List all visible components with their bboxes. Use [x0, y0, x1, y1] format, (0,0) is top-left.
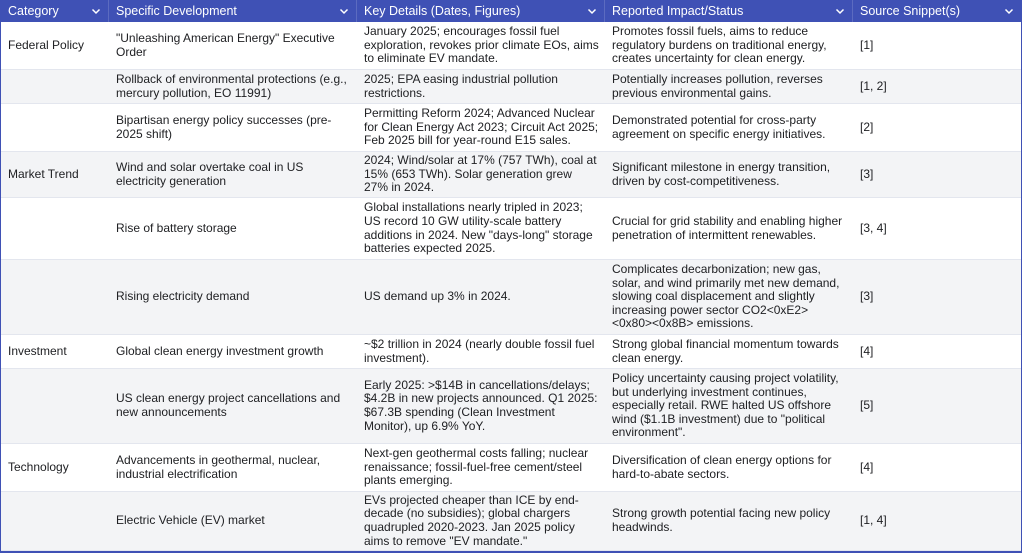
table-row[interactable] — [1, 492, 1021, 551]
category-cell: Investment — [8, 343, 67, 358]
category-cell — [1, 492, 109, 550]
details-cell: January 2025; encourages fossil fuel exploration, revokes prior climate EOs, aims to eliminate EV mandate. — [364, 24, 599, 66]
development-cell: Bipartisan energy policy successes (pre-2025 shift) — [116, 112, 332, 141]
column-header-category[interactable] — [1, 0, 109, 22]
details-cell: EVs projected cheaper than ICE by end-decade (no subsidies); global chargers quadrupled 2020-2023. Jan 2025 policy aims to remove "EV mandate." — [364, 492, 579, 548]
impact-cell: Policy uncertainty causing project volatility, but underlying investment continues, especially retail. RWE halted US offshore wind ($1.1B investment) due to "political environment". — [612, 371, 839, 440]
source-cell: [4] — [860, 343, 874, 358]
chevron-down-icon[interactable] — [90, 5, 102, 17]
development-cell: Rollback of environmental protections (e.g., mercury pollution, EO 11991) — [116, 71, 347, 100]
table-row[interactable] — [1, 444, 1021, 492]
impact-cell: Crucial for grid stability and enabling higher penetration of intermittent renewables. — [612, 213, 843, 242]
impact-cell: Complicates decarbonization; new gas, solar, and wind primarily met new demand, slowing coal displacement and slightly increasing power sector CO2<0xE2><0x80><0x8B> emissions. — [612, 262, 840, 331]
source-cell: [1] — [860, 37, 874, 52]
table-row[interactable] — [1, 70, 1021, 104]
details-cell: 2024; Wind/solar at 17% (757 TWh), coal at 15% (653 TWh). Solar generation grew 27% in 2024. — [364, 153, 597, 195]
table-row[interactable] — [1, 104, 1021, 152]
details-cell: ~$2 trillion in 2024 (nearly double fossil fuel investment). — [364, 336, 595, 365]
column-header-label: Reported Impact/Status — [612, 4, 744, 18]
development-cell: US clean energy project cancellations and new announcements — [116, 391, 341, 419]
category-cell — [1, 104, 109, 151]
table-row[interactable] — [1, 335, 1021, 369]
column-header-label: Source Snippet(s) — [860, 4, 961, 18]
column-header-impact[interactable] — [605, 0, 853, 22]
column-header-label: Key Details (Dates, Figures) — [364, 4, 521, 18]
development-cell: Rising electricity demand — [116, 289, 250, 304]
impact-cell: Demonstrated potential for cross-party agreement on specific energy initiatives. — [612, 112, 826, 141]
chevron-down-icon[interactable] — [586, 5, 598, 17]
impact-cell: Diversification of clean energy options for hard-to-abate sectors. — [612, 452, 832, 481]
details-cell: 2025; EPA easing industrial pollution restrictions. — [364, 71, 558, 100]
impact-cell: Strong global financial momentum towards clean energy. — [612, 336, 839, 365]
category-cell — [1, 70, 109, 103]
category-cell: Federal Policy — [8, 37, 85, 52]
table-row[interactable] — [1, 22, 1021, 70]
column-header-details[interactable] — [357, 0, 605, 22]
source-cell: [3] — [860, 166, 874, 181]
column-header-label: Category — [8, 4, 59, 18]
column-header-label: Specific Development — [116, 4, 237, 18]
chevron-down-icon[interactable] — [338, 5, 350, 17]
table-row[interactable] — [1, 198, 1021, 260]
impact-cell: Potentially increases pollution, reverses previous environmental gains. — [612, 71, 823, 100]
development-cell: Wind and solar overtake coal in US electricity generation — [116, 159, 304, 188]
column-header-source[interactable] — [853, 0, 1021, 22]
impact-cell: Strong growth potential facing new policy headwinds. — [612, 506, 831, 534]
development-cell: "Unleashing American Energy" Executive Order — [116, 30, 335, 59]
details-cell: Global installations nearly tripled in 2023; US record 10 GW utility-scale battery additions in 2024. New "days-long" storage batteries expected 2025. — [364, 200, 593, 256]
development-cell: Advancements in geothermal, nuclear, industrial electrification — [116, 452, 321, 481]
development-cell: Global clean energy investment growth — [116, 343, 324, 358]
category-cell: Market Trend — [8, 166, 79, 181]
category-cell — [1, 260, 109, 334]
development-cell: Electric Vehicle (EV) market — [116, 513, 265, 528]
grid-header — [1, 0, 1021, 22]
source-cell: [4] — [860, 459, 874, 474]
chevron-down-icon[interactable] — [1003, 5, 1015, 17]
category-cell — [1, 198, 109, 259]
table-row[interactable] — [1, 260, 1021, 335]
chevron-down-icon[interactable] — [834, 5, 846, 17]
table-row[interactable] — [1, 369, 1021, 444]
source-cell: [5] — [860, 398, 874, 413]
impact-cell: Significant milestone in energy transition, driven by cost-competitiveness. — [612, 159, 831, 188]
table-row[interactable] — [1, 152, 1021, 198]
details-cell: Early 2025: >$14B in cancellations/delays; $4.2B in new projects announced. Q1 2025: $67.3B spending (Clean Investment Monitor), up 6.9% YoY. — [364, 377, 598, 433]
impact-cell: Promotes fossil fuels, aims to reduce regulatory burdens on traditional energy, creates uncertainty for clean energy. — [612, 24, 827, 66]
source-cell: [3] — [860, 289, 874, 304]
column-header-development[interactable] — [109, 0, 357, 22]
details-cell: Next-gen geothermal costs falling; nuclear renaissance; fossil-fuel-free cement/steel plants emerging. — [364, 446, 589, 488]
source-cell: [1, 2] — [860, 78, 887, 93]
source-cell: [1, 4] — [860, 513, 887, 528]
development-cell: Rise of battery storage — [116, 220, 237, 235]
category-cell — [1, 369, 109, 443]
category-cell: Technology — [8, 459, 69, 474]
source-cell: [2] — [860, 119, 874, 134]
details-cell: Permitting Reform 2024; Advanced Nuclear for Clean Energy Act 2023; Circuit Act 2025; Feb 2025 bill for year-round E15 sales. — [364, 106, 599, 148]
details-cell: US demand up 3% in 2024. — [364, 289, 511, 304]
source-cell: [3, 4] — [860, 220, 887, 235]
